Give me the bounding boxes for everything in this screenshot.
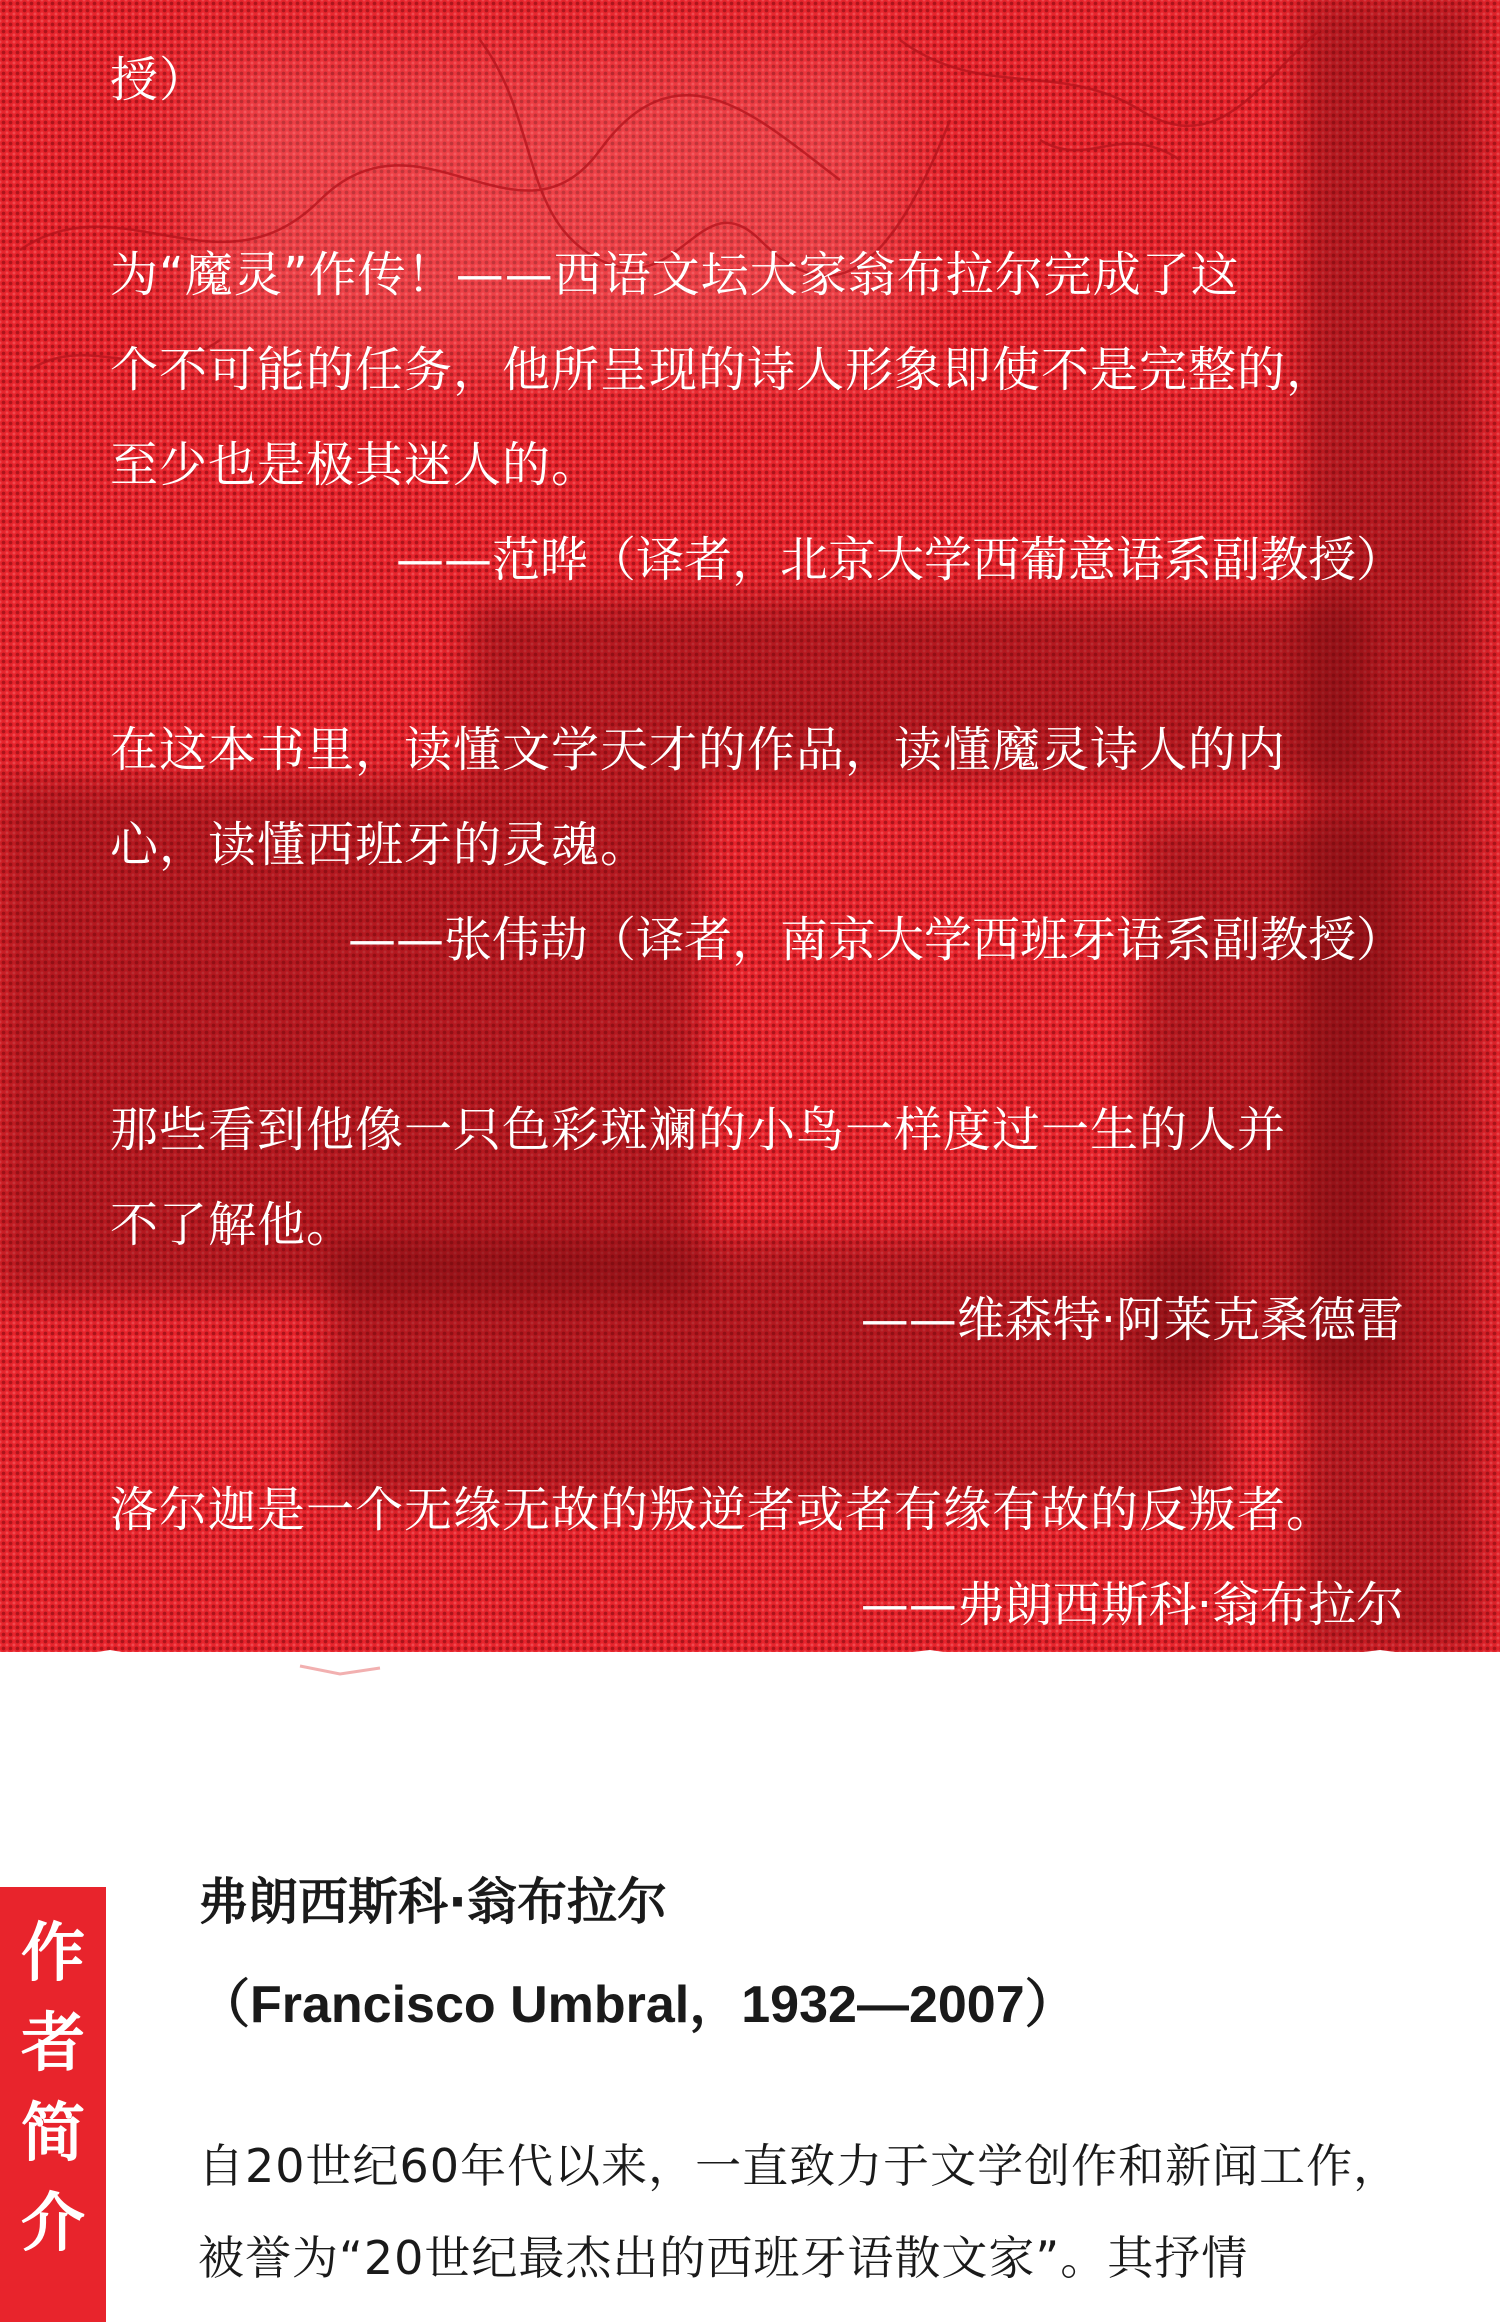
author-name: 弗朗西斯科·翁布拉尔 — [198, 1873, 667, 1931]
quote-line: 在这本书里，读懂文学天才的作品，读懂魔灵诗人的内 — [110, 722, 1287, 778]
quote-line: 心，读懂西班牙的灵魂。 — [110, 817, 650, 873]
quote-attribution: ——张伟劼（译者，南京大学西班牙语系副教授） — [347, 912, 1404, 968]
tag-char: 介 — [21, 2187, 85, 2261]
quote-line: 洛尔迦是一个无缘无故的叛逆者或者有缘有故的反叛者。 — [110, 1482, 1336, 1538]
author-bio-line: 被誉为“20世纪最杰出的西班牙语散文家”。其抒情 — [198, 2231, 1249, 2285]
quote-attribution: ——弗朗西斯科·翁布拉尔 — [860, 1577, 1404, 1633]
tag-char: 简 — [21, 2097, 85, 2171]
author-original-name: （Francisco Umbral，1932—2007） — [198, 1976, 1077, 2034]
tag-char: 作 — [21, 1917, 85, 1991]
author-intro-tag — [0, 1887, 106, 2322]
author-bio-line: 自20世纪60年代以来，一直致力于文学创作和新闻工作， — [198, 2139, 1401, 2193]
quote-attribution: ——维森特·阿莱克桑德雷 — [860, 1292, 1404, 1348]
previous-quote-fragment: 授） — [110, 52, 209, 108]
quote-attribution: ——范晔（译者，北京大学西葡意语系副教授） — [395, 532, 1404, 588]
tag-char: 者 — [21, 2007, 85, 2081]
quote-line: 不了解他。 — [110, 1197, 356, 1253]
torn-paper-edge — [0, 1640, 1500, 1680]
quote-line: 那些看到他像一只色彩斑斓的小鸟一样度过一生的人并 — [110, 1102, 1287, 1158]
quote-line: 至少也是极其迷人的。 — [110, 437, 601, 493]
quote-line: 个不可能的任务，他所呈现的诗人形象即使不是完整的， — [110, 342, 1336, 398]
quote-line: 为“魔灵”作传！——西语文坛大家翁布拉尔完成了这 — [110, 247, 1240, 303]
